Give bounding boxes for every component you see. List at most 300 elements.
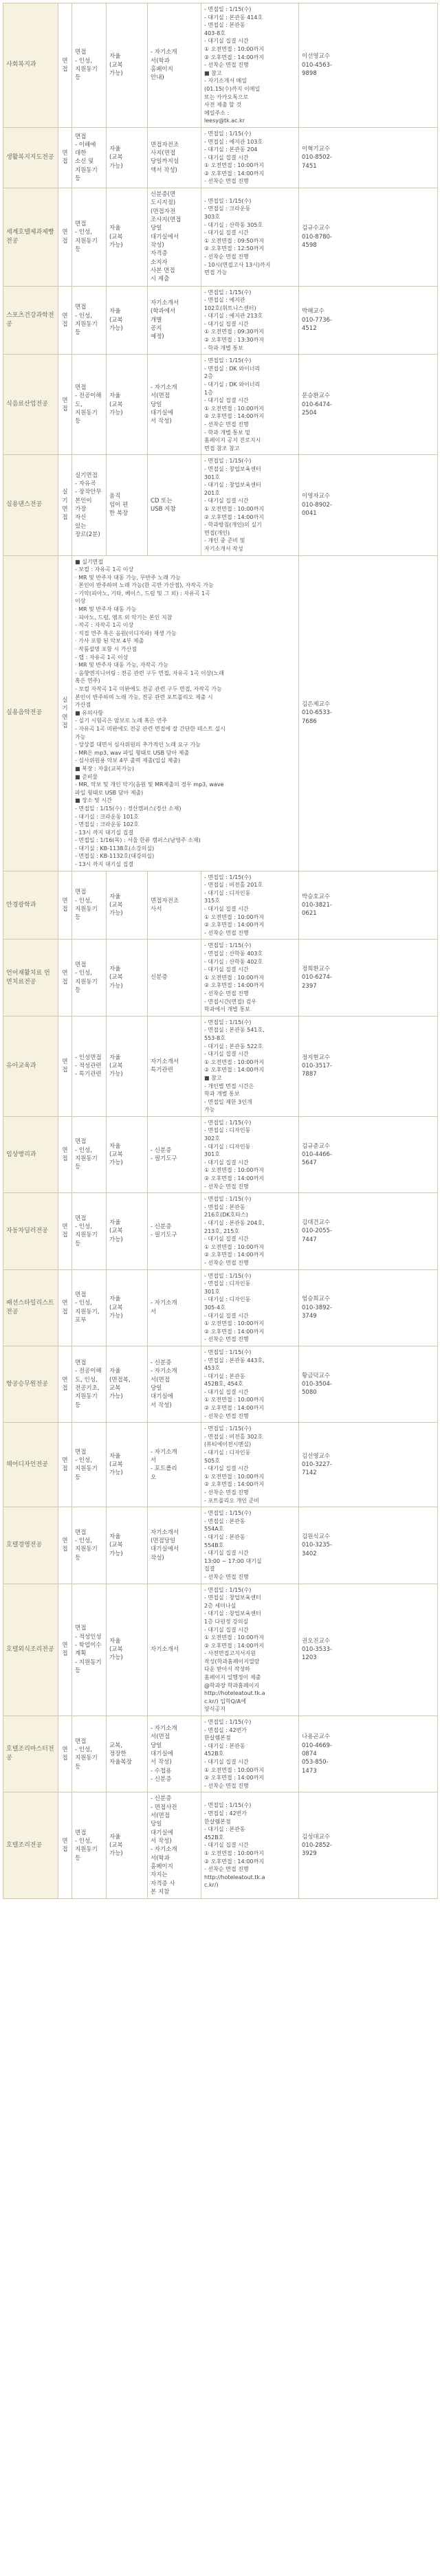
schedule-info-line: - 면접일 : 1/15(수) <box>204 197 252 204</box>
schedule-info-line: - 면접실 : 예지관 103호 <box>204 138 263 145</box>
schedule-info-line: (뷰티에이전시멘실) <box>204 1441 252 1448</box>
dress-code-line: 자율 <box>109 308 121 315</box>
major-name: 헤어디자인전공 <box>3 1423 58 1507</box>
contact-info-line: 010-4669- <box>302 1742 332 1749</box>
schedule-info-line: - 선착순 면접 진행 <box>204 1489 249 1496</box>
schedule-info-line: - 사전면접고지서지원 <box>204 1650 256 1657</box>
schedule-info-line: ① 오전면접 : 10:00까지 <box>204 505 264 512</box>
interview-type-line: 지원동기 <box>75 906 98 913</box>
dress-code <box>107 1423 148 1507</box>
contact-info-line: 010-8502- <box>302 154 332 162</box>
schedule-info-line: - 학과방침(개인)의 실기 <box>204 522 262 529</box>
selection-method: 실기면접 <box>58 555 72 871</box>
contact-info <box>299 871 438 940</box>
schedule-info-line: (01.15(수)까지 이메일 <box>204 85 261 92</box>
dress-code-line: 자율 <box>109 1533 121 1540</box>
major-name: 실용음악전공 <box>3 555 58 871</box>
schedule-info-line: - 면접실 : 비전홀 302호 <box>204 1433 263 1440</box>
table-row <box>3 1269 438 1346</box>
table-row <box>3 355 438 455</box>
schedule-info-line: - 면접실 : 창업보육센터 <box>204 465 261 472</box>
schedule-info-line: - 대기실 집결 시간 <box>204 320 249 327</box>
selection-method: 면접 <box>58 871 72 940</box>
selection-method: 면접 <box>58 1346 72 1422</box>
interview-type-line: 지원동기 <box>75 1546 98 1553</box>
schedule-info <box>201 1016 299 1116</box>
dress-code-line: 자율 <box>109 966 121 973</box>
schedule-info-line: ② 오후면접 : 14:00까지 <box>204 1328 264 1335</box>
detail-text-line: - 자유곡 1곡 미완에도 전공 관련 면접에 잘 간단한 테스트 실시 <box>75 725 226 732</box>
schedule-info-line: ② 오후면접 : 14:00까지 <box>204 1067 264 1074</box>
detail-text <box>72 555 299 871</box>
interview-type-line: 지원동기 <box>75 978 98 986</box>
required-materials-line: - 신분증 <box>151 1223 172 1231</box>
detail-text-line: - 랩 : 자유곡 1곡 이상 <box>75 654 129 660</box>
detail-text-line: - 기악(피아노, 기타, 베이스, 드럼 및 그 외) : 자유곡 1곡 <box>75 590 210 597</box>
major-name: 호텔외식조리전공 <box>3 1584 58 1716</box>
selection-method: 면접 <box>58 355 72 455</box>
interview-type-line: 지원동기 <box>75 237 98 245</box>
required-materials-line: 당일 <box>151 1821 162 1828</box>
interview-type-line: 전공기초, <box>75 1385 100 1392</box>
selection-method: 면접 <box>58 286 72 355</box>
schedule-info-line: - 면접실 : 창업보육센터 <box>204 1595 261 1601</box>
detail-text-line: - 13시 까지 대기실 집결 <box>75 861 134 868</box>
detail-text-line: - 대기실 : 크라운동 101호 <box>75 813 139 820</box>
required-materials-line: 신분증(면 <box>151 191 176 199</box>
interview-type-line: 지원동기 <box>75 166 98 174</box>
required-materials-line: - 자기소개 <box>151 1300 177 1307</box>
dress-code-line: (교복 <box>109 1063 123 1070</box>
dress-code-line: 자율 <box>109 1054 121 1061</box>
schedule-info-line: - 10시(면접고사 13시)까지 <box>204 261 271 268</box>
dress-code-line: 가능) <box>109 325 123 333</box>
required-materials-line: - 신분증 <box>151 1359 172 1367</box>
contact-info-line: 010-4563- <box>302 61 332 69</box>
contact-info-line: 1473 <box>302 1767 317 1775</box>
major-name: 생활복지지도전공 <box>3 127 58 188</box>
interview-type-line: 지원동기 <box>75 1846 98 1854</box>
contact-info-line: 0874 <box>302 1751 317 1758</box>
schedule-info-line: ② 오후면접 : 14:00까지 <box>204 1175 264 1182</box>
required-materials-line: 당일까지섬 <box>151 158 179 166</box>
schedule-info <box>201 1193 299 1269</box>
table-row <box>3 1193 438 1269</box>
dress-code-line: 가능) <box>109 1312 123 1320</box>
dress-code-line: 정장한 <box>109 1751 126 1758</box>
schedule-info <box>201 1507 299 1584</box>
interview-type-line: - 인성, <box>75 1300 92 1307</box>
schedule-info-line: - 대기실 : 본관동 204호, <box>204 1220 265 1226</box>
interview-type-line: - 전공이해 <box>75 392 102 400</box>
schedule-info-line: - 선착순 면접 진행 <box>204 1866 249 1873</box>
schedule-info-line: ■ 참고 <box>204 1074 222 1081</box>
schedule-info <box>201 1584 299 1716</box>
interview-type <box>72 1116 107 1192</box>
dress-code <box>107 1193 148 1269</box>
major-name: 언어재활치료 언면치료전공 <box>3 940 58 1016</box>
interview-type-line: 면접 <box>75 1291 87 1299</box>
required-materials <box>148 455 201 555</box>
dress-code-line: (면접복, <box>109 1376 131 1384</box>
schedule-info-line: - 면접실 : 디자인동 <box>204 1127 251 1134</box>
schedule-info <box>201 871 299 940</box>
required-materials <box>148 1193 201 1269</box>
contact-info-line: 7887 <box>302 1071 317 1078</box>
contact-info <box>299 127 438 188</box>
schedule-info-line: 학과에서 개별 통보 <box>204 1006 250 1013</box>
interview-type-line: - 인성, <box>75 57 92 65</box>
schedule-info-line: - 면접일 : 1/15(수) <box>204 6 252 12</box>
schedule-info-line: ① 오전면접 : 10:00까지 <box>204 162 264 169</box>
required-materials-line: 특기관련 <box>151 1067 173 1074</box>
schedule-info-line: 집결 <box>204 1566 215 1573</box>
schedule-info-line: - 면접일 : 1/15(수) <box>204 130 252 137</box>
schedule-info-line: c.kr/) <box>204 1882 219 1889</box>
required-materials-line: 서(면접 <box>151 1812 170 1819</box>
interview-type-line: 면접 <box>75 961 87 968</box>
schedule-info-line: 102호(휘트니스센터) <box>204 304 256 311</box>
dress-code-line: 임이 편 <box>109 501 129 509</box>
required-materials-line: 서(면접 <box>151 1376 170 1384</box>
dress-code-line: (교복 <box>109 316 123 324</box>
major-name: 실용댄스전공 <box>3 455 58 555</box>
dress-code-line: 자율 <box>109 1637 121 1645</box>
schedule-info-line: - 선착순 면접 진행 <box>204 1412 249 1419</box>
schedule-info-line: - 대기실 집결 시간 <box>204 1236 249 1243</box>
table-row <box>3 1792 438 1899</box>
contact-info-line: 010-8902- <box>302 501 332 509</box>
required-materials <box>148 188 201 286</box>
interview-type-line: 실기면접 <box>75 471 98 479</box>
detail-text-line: · 작품설명 포함 시 가산점 <box>75 646 137 653</box>
schedule-info-line: - 대기실 : 디자인동 <box>204 1296 251 1303</box>
schedule-info-line: - 선착순 면접 진행 <box>204 1782 249 1789</box>
schedule-info-line: 1층 <box>204 389 213 396</box>
dress-code <box>107 455 148 555</box>
detail-text-line: - 대기실 : KB-1138호(소강의실) <box>75 845 155 852</box>
schedule-info-line: ① 오전면접 : 10:00까지 <box>204 1766 264 1773</box>
contact-info-line: 010-8780- <box>302 233 332 241</box>
schedule-info-line: ② 오후면접 : 14:00까지 <box>204 1775 264 1781</box>
schedule-info-line: - 면접일 : 1/15(수) <box>204 1019 252 1025</box>
dress-code-line: 자율 <box>109 392 121 400</box>
required-materials <box>148 940 201 1016</box>
schedule-info-line: - 선착순 면접 진행 <box>204 1573 249 1580</box>
schedule-info-line: 홈페이지 일행정이 제출 <box>204 1674 261 1681</box>
contact-info-line: 나용곤교수 <box>302 1733 331 1741</box>
schedule-info-line: 301호 <box>204 1288 220 1295</box>
required-materials <box>148 1116 201 1192</box>
major-name: 임상병리과 <box>3 1116 58 1192</box>
contact-info <box>299 1584 438 1716</box>
contact-info-line: 7686 <box>302 718 317 725</box>
detail-text-line: ■ 유의사항 <box>75 709 104 716</box>
selection-method: 면접 <box>58 127 72 188</box>
schedule-info-line: - 선착순 면접 진행 <box>204 421 249 428</box>
major-name: 식음료산업전공 <box>3 355 58 455</box>
schedule-info-line: ■ 참고 <box>204 69 222 76</box>
contact-info-line: 박해교수 <box>302 308 324 315</box>
contact-info-line: 이선영교수 <box>302 53 331 60</box>
schedule-info-line: - 대기실 : 디자인동 <box>204 1450 251 1456</box>
interview-type-line: 면접 <box>75 1737 87 1745</box>
dress-code-line: (교복 <box>109 401 123 408</box>
dress-code-line: 가능) <box>109 1469 123 1477</box>
schedule-info-line: - 면접일 : 1/15(수) <box>204 1802 252 1809</box>
detail-text-line: - MR, 악보 및 개인 악기(음원 및 MR제출의 경우 mp3, wave <box>75 781 224 788</box>
required-materials-line: 자지는 <box>151 1872 168 1879</box>
dress-code-line: 가능) <box>109 1236 123 1243</box>
schedule-info-line: 301호 <box>204 474 220 480</box>
contact-info-line: 김규준교수 <box>302 1142 331 1150</box>
interview-type-line: 면접 <box>75 889 87 896</box>
dress-code-line: (교복 <box>109 1842 123 1850</box>
contact-info-line: 010-2055- <box>302 1228 332 1235</box>
table-row <box>3 127 438 188</box>
contact-info-line: 010-3821- <box>302 901 332 909</box>
required-materials-line: 사본 면접 <box>151 267 175 274</box>
contact-info <box>299 1507 438 1584</box>
required-materials <box>148 1346 201 1422</box>
schedule-info-line: - 대기실 집결 시간 <box>204 1759 249 1765</box>
contact-info-line: 정희환교수 <box>302 966 331 973</box>
required-materials-line: 예정) <box>151 333 164 341</box>
contact-info <box>299 1116 438 1192</box>
interview-type-line: 면접 <box>75 49 87 56</box>
dress-code-line: 가능) <box>109 982 123 990</box>
detail-text-line: - 보컬 자작곡 1곡 미완에도 전공 관련 구두 면접, 자작곡 가능 <box>75 686 222 692</box>
contact-info-line: 010-3504- <box>302 1380 332 1388</box>
dress-code-line: 교복, <box>109 1742 123 1749</box>
schedule-info-line: 315호 <box>204 898 220 904</box>
detail-text-line: · MR 및 반주자 대동 가능, 자작곡 가능 <box>75 662 168 669</box>
required-materials-line: - 자기소개 <box>151 1725 177 1733</box>
interview-type-line: 등 <box>75 1763 81 1770</box>
required-materials-line: 대기실에 <box>151 1829 173 1836</box>
contact-info-line: 권오진교수 <box>302 1637 331 1645</box>
dress-code-line: (교복 <box>109 61 123 69</box>
schedule-info-line: - 면접일 : 1/15(수) <box>204 1719 252 1726</box>
required-materials-line: 자기소개서 <box>151 1646 179 1654</box>
schedule-info-line: ② 오후면접 : 12:50까지 <box>204 245 264 252</box>
interview-type-line: - 인성, <box>75 1746 92 1753</box>
contact-info-line: 010-6474- <box>302 401 332 408</box>
required-materials-line: 서 작성) <box>151 1759 172 1766</box>
schedule-info-line: - 대기실 : 본관동 522호 <box>204 1043 263 1050</box>
detail-text-line: · 직접 연주 혹은 음원(이디자파) 재생 가능 <box>75 630 177 636</box>
interview-type-line: 면접 <box>75 1359 87 1367</box>
contact-info-line: 010-3533- <box>302 1646 332 1654</box>
contact-info <box>299 1423 438 1507</box>
schedule-info-line: - 선착순 면접 진행 <box>204 1183 249 1190</box>
dress-code <box>107 286 148 355</box>
detail-text-line: · MR 및 반주자 대동 가능 <box>75 606 137 613</box>
schedule-info-line: - 대기실 집결 시간 <box>204 498 249 504</box>
schedule-info-line: 305-4호 <box>204 1304 226 1311</box>
schedule-info-line: - 자기소개서 메일 <box>204 78 248 85</box>
interview-type <box>72 355 107 455</box>
contact-info-line: 010-3517- <box>302 1063 332 1070</box>
dress-code-line: (교복 <box>109 1542 123 1549</box>
schedule-info-line: 메일주소 : <box>204 109 230 116</box>
schedule-info-line: 201호 <box>204 489 220 496</box>
dress-code <box>107 1716 148 1792</box>
schedule-info-line: ② 오후면접 : 14:00까지 <box>204 1858 264 1865</box>
schedule-info-line: 1층 다원정 강의실 <box>204 1618 249 1625</box>
contact-info-line: 김은제교수 <box>302 701 331 709</box>
schedule-info-line: - 면접일 : 1/15(수) <box>204 1272 252 1279</box>
required-materials-line: 홈페이지 <box>151 65 173 73</box>
schedule-info-line: - 면접실 : 42번가 <box>204 1726 248 1733</box>
interview-type-line: 지원동기 <box>75 1465 98 1473</box>
required-materials-line: - 신분증 <box>151 1795 172 1803</box>
required-materials-line: 작성) <box>151 241 164 249</box>
schedule-info <box>201 1269 299 1346</box>
schedule-info <box>201 940 299 1016</box>
table-row <box>3 1016 438 1116</box>
schedule-info-line: - 면접일 : 1/15(수) <box>204 1510 252 1517</box>
interview-type-line: 본인이 <box>75 497 92 504</box>
schedule-info-line: - 선착순 면접 진행 <box>204 1336 249 1343</box>
required-materials <box>148 3 201 128</box>
interview-type-line: 등 <box>75 1474 81 1481</box>
interview-type-line: 지원동기 <box>75 1232 98 1239</box>
required-materials-line: - 신분증 <box>151 1775 172 1783</box>
interview-guide-table <box>3 3 438 1899</box>
detail-text-line: ■ 준비물 <box>75 773 98 780</box>
required-materials-line: 서 <box>151 1456 157 1464</box>
major-name: 호텔경영전공 <box>3 1507 58 1584</box>
interview-type-line: 지원동기 <box>75 65 98 73</box>
detail-text-line: ■ 복장 : 자율(교복가능) <box>75 765 134 772</box>
contact-info-line: 010-3892- <box>302 1304 332 1311</box>
schedule-info-line: - 면접시간(면접) 검우 <box>204 998 257 1005</box>
required-materials <box>148 1269 201 1346</box>
detail-text-line: 가능 <box>75 733 86 740</box>
schedule-info-line: 452B호, 454호 <box>204 1381 243 1388</box>
required-materials-line: 소지자 <box>151 258 168 266</box>
contact-info-line: 010-4466- <box>302 1151 332 1158</box>
interview-type <box>72 455 107 555</box>
interview-type-line: 등 <box>75 1240 81 1247</box>
required-materials-line: 자격증 <box>151 250 168 258</box>
interview-type <box>72 1584 107 1716</box>
selection-method: 면접 <box>58 1016 72 1116</box>
selection-method: 실기면접 <box>58 455 72 555</box>
schedule-info-line: ② 오후면접 : 14:00까지 <box>204 170 264 177</box>
schedule-info-line: - 대기실 집결 시간 <box>204 966 249 973</box>
detail-text-line: - 심사위원용 악보 4부 출력 제출(입실 제출) <box>75 757 181 764</box>
schedule-info-line: 303호 <box>204 214 220 220</box>
schedule-info-line: - 면접일 : 1/15(수) <box>204 1586 252 1593</box>
interview-type <box>72 1346 107 1422</box>
required-materials-line: - 포트폴리 <box>151 1465 177 1473</box>
major-name: 세계호텔제과제빵전공 <box>3 188 58 286</box>
schedule-info-line: 505호 <box>204 1457 220 1464</box>
interview-type-line: 지원동기 <box>75 1755 98 1762</box>
table-row <box>3 1116 438 1192</box>
schedule-info-line: ① 오전면접 : 10:00까지 <box>204 913 264 920</box>
required-materials-line: - 필기도구 <box>151 1155 177 1163</box>
schedule-info-line: - 대기실 : 창업보육센터 <box>204 1610 261 1617</box>
required-materials <box>148 1423 201 1507</box>
detail-text-line: 파일 형태로 USB 담아 제출) <box>75 789 144 796</box>
schedule-info-line: 학과 개별 통보 <box>204 1091 240 1098</box>
contact-info-line: 김원식교수 <box>302 1533 331 1540</box>
dress-code-line: 자율 <box>109 146 121 153</box>
detail-text-line: · 본인이 반주하며 노래 가능(한 곡만 가산점), 자작곡 가능 <box>75 582 214 589</box>
schedule-info-line: - 개인 중 준비 및 <box>204 537 245 544</box>
required-materials-line: 홈페이지 <box>151 1863 173 1870</box>
schedule-info-line: @학과장 학과홈페이지 <box>204 1682 260 1689</box>
schedule-info-line: - 면접일 : 1/15(수) <box>204 1196 252 1203</box>
required-materials-line: 당일 <box>151 401 162 408</box>
table-row <box>3 940 438 1016</box>
interview-type-line: 도, <box>75 401 82 408</box>
interview-type-line: - 학업이수 <box>75 1641 102 1649</box>
dress-code <box>107 1116 148 1192</box>
schedule-info-line: - 면접실 : 본관동 <box>204 1518 245 1524</box>
table-row <box>3 1584 438 1716</box>
required-materials-line: 대기실에 <box>151 409 173 417</box>
schedule-info <box>201 1423 299 1507</box>
table-row <box>3 455 438 555</box>
required-materials-line: 서 작성) <box>151 1401 172 1409</box>
schedule-info-line: 453호 <box>204 1365 220 1372</box>
schedule-info-line: 작성(학과홈페이지열람 <box>204 1658 260 1665</box>
schedule-info-line: - 대기실 : 창업보육센터 <box>204 482 261 489</box>
detail-text-line: - 면접실 : 크라운동 102호 <box>75 821 139 828</box>
table-body <box>3 3 438 1899</box>
dress-code-line: 가능) <box>109 1393 123 1401</box>
major-name: 유아교육과 <box>3 1016 58 1116</box>
interview-type-line: 면접 <box>75 1138 87 1146</box>
contact-info-line: 0041 <box>302 510 317 518</box>
table-row <box>3 286 438 355</box>
interview-type-line: 대한 <box>75 150 87 157</box>
interview-type <box>72 127 107 188</box>
interview-type-line: 등 <box>75 986 81 994</box>
contact-info <box>299 1016 438 1116</box>
detail-text-line: - 면접일 : 1/16(목) : 서울 한류 캠퍼스(남영주 소재) <box>75 837 201 844</box>
required-materials-line: - 면접사전 <box>151 1803 177 1811</box>
schedule-info-line: - 면접일 : 1/15(수) <box>204 874 252 880</box>
interview-type-line: 지원동기 <box>75 1155 98 1163</box>
dress-code <box>107 1346 148 1422</box>
required-materials-line: 서 <box>151 1308 157 1315</box>
contact-info-line: 4598 <box>302 241 317 249</box>
schedule-info-line: - 대기실 : 본관동 414호 <box>204 14 263 21</box>
interview-type-line: 가장 <box>75 505 87 513</box>
contact-info-line: 문승환교수 <box>302 392 331 400</box>
interview-type-line: - 전공이해 <box>75 1368 102 1375</box>
schedule-info-line: - 면접실 : 본관동 <box>204 22 245 29</box>
schedule-info-line: ② 오후면접 : 14:00까지 <box>204 922 264 929</box>
schedule-info-line: ① 오전면접 : 10:00까지 <box>204 1634 264 1641</box>
detail-text-line: 가산점 <box>75 702 91 709</box>
major-name: 패션스타일리스트전공 <box>3 1269 58 1346</box>
interview-type-line: 등 <box>75 418 81 425</box>
schedule-info-line: ① 오전면접 : 10:00까지 <box>204 1850 264 1857</box>
schedule-info-line: 553-8호 <box>204 1034 226 1041</box>
table-row <box>3 871 438 940</box>
interview-type-line: - 적성인성 <box>75 1633 102 1641</box>
interview-type-line: 등 <box>75 1667 81 1674</box>
schedule-info-line: ① 오전면접 : 09:50까지 <box>204 237 264 244</box>
contact-info-line: 4512 <box>302 325 317 333</box>
dress-code-line: (교복 <box>109 1228 123 1235</box>
